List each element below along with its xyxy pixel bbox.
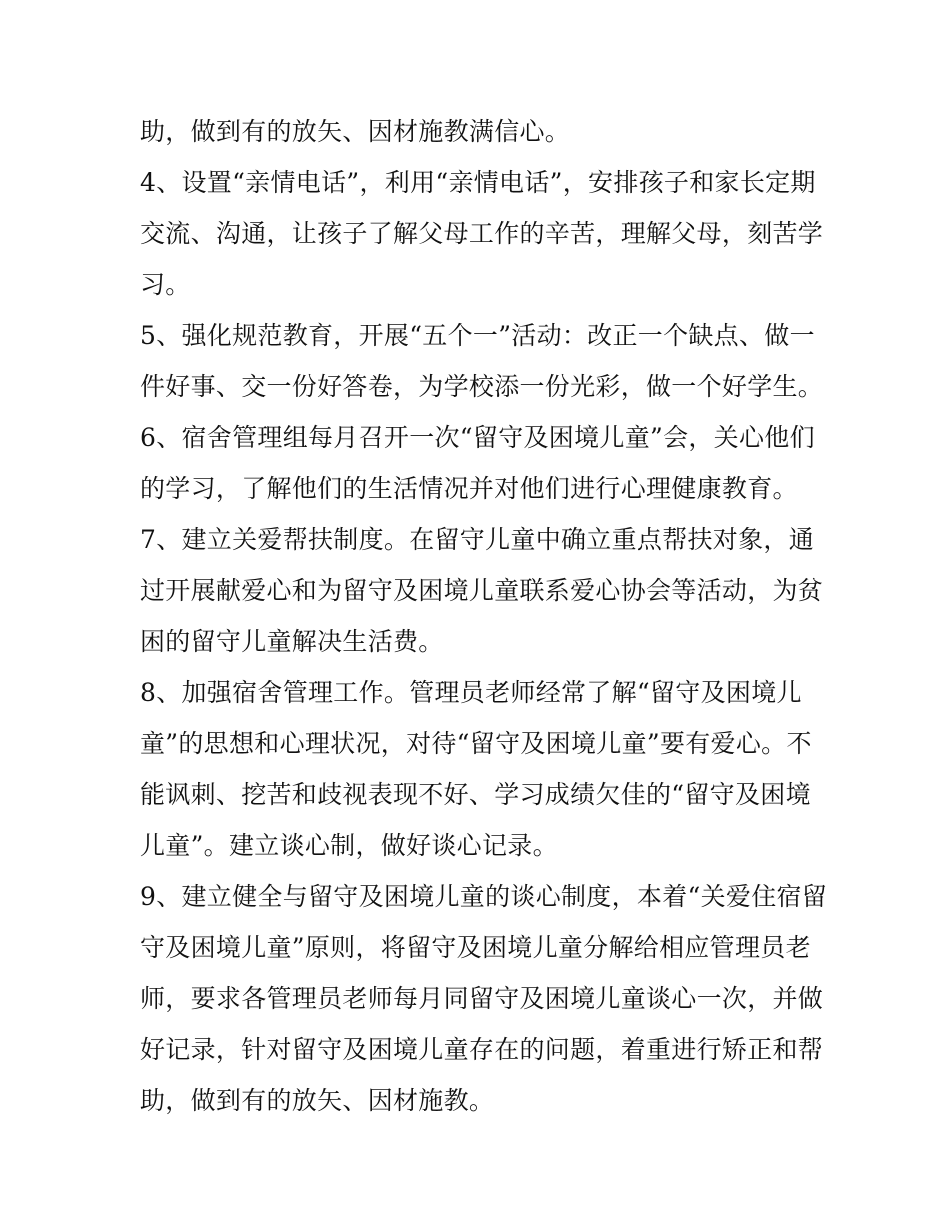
text-line: 困的留守儿童解决生活费。 [140, 627, 444, 656]
text-line: 能讽刺、挖苦和歧视表现不好、学习成绩欠佳的“留守及困境 [140, 780, 811, 809]
text-line: 6、宿舍管理组每月召开一次“留守及困境儿童”会，关心他们 [140, 423, 815, 452]
text-line: 童”的思想和心理状况，对待“留守及困境儿童”要有爱心。不 [140, 729, 812, 758]
text-line: 件好事、交一份好答卷，为学校添一份光彩，做一个好学生。 [140, 372, 824, 401]
text-line: 守及困境儿童”原则，将留守及困境儿童分解给相应管理员老 [140, 933, 811, 962]
text-line: 9、建立健全与留守及困境儿童的谈心制度，本着“关爱住宿留 [140, 882, 828, 911]
text-line: 4、设置“亲情电话”，利用“亲情电话”，安排孩子和家长定期 [140, 168, 816, 197]
text-line: 过开展献爱心和为留守及困境儿童联系爱心协会等活动，为贫 [140, 576, 824, 605]
text-line: 习。 [140, 270, 191, 299]
text-line: 5、强化规范教育，开展“五个一”活动：改正一个缺点、做一 [140, 321, 815, 350]
text-line: 好记录，针对留守及困境儿童存在的问题，着重进行矫正和帮 [140, 1035, 824, 1064]
text-line: 儿童”。建立谈心制，做好谈心记录。 [140, 831, 558, 860]
document-body [140, 106, 830, 1126]
text-line: 师，要求各管理员老师每月同留守及困境儿童谈心一次，并做 [140, 984, 824, 1013]
text-line: 的学习，了解他们的生活情况并对他们进行心理健康教育。 [140, 474, 798, 503]
text-line: 交流、沟通，让孩子了解父母工作的辛苦，理解父母，刻苦学 [140, 219, 824, 248]
text-line: 助，做到有的放矢、因材施教满信心。 [140, 117, 571, 146]
text-line: 助，做到有的放矢、因材施教。 [140, 1086, 495, 1115]
text-line: 8、加强宿舍管理工作。管理员老师经常了解“留守及困境儿 [140, 678, 802, 707]
text-line: 7、建立关爱帮扶制度。在留守儿童中确立重点帮扶对象，通 [140, 525, 815, 554]
